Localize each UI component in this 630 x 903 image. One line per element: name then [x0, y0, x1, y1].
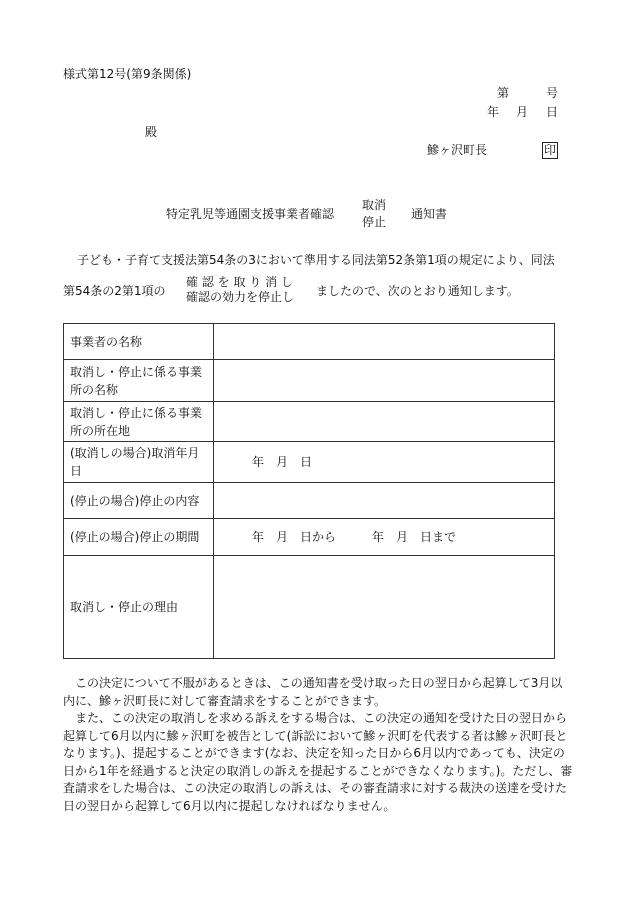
table-row [64, 402, 555, 442]
document-number-suffix: 号 [546, 86, 559, 100]
appeal-notice-paragraph-2: また、この決定の取消しを求める訴えをする場合は、この決定の通知を受けた日の翌日から起算して6月以内に鰺ヶ沢町を被告として(訴訟において鰺ヶ沢町を代表する者は鰺ヶ沢町長となります。)、提起することができます(なお、決定を知った日から6月以内であっても、決定の日から1年を経過すると決定の取消しの訴えを提起することができなくなります。)。ただし、審査請求をした場合は、この決定の取消しの訴えは、その審査請求に対する裁決の送達を受けた日の翌日から起算して6月以内に提起しなければなりません。 [63, 711, 573, 813]
intro-line-1: 子ども・子育て支援法第54条の3において準用する同法第52条第1項の規定により、同法 [77, 253, 555, 267]
notice-table [63, 323, 555, 659]
row-label-suspension-content: (停止の場合)停止の内容 [64, 483, 214, 519]
table-row [64, 556, 555, 659]
row-value-reason [214, 556, 555, 659]
title-option-suspend: 停止 [362, 215, 387, 229]
appeal-notice-paragraph-1: この決定について不服があるときは、この通知書を受け取った日の翌日から起算して3月以内に、鰺ヶ沢町長に対して審査請求をすることができます。 [63, 676, 563, 708]
date-year: 年 [487, 105, 500, 119]
row-label-facility-address: 取消し・停止に係る事業所の所在地 [64, 402, 214, 442]
row-label-business-name: 事業者の名称 [64, 324, 214, 360]
table-row [64, 360, 555, 402]
issuer-name: 鰺ヶ沢町長 [427, 143, 488, 157]
appeal-notice [63, 675, 573, 815]
row-label-reason: 取消し・停止の理由 [64, 556, 214, 659]
title-suffix: 通知書 [411, 207, 448, 221]
row-value-suspension-content [214, 483, 555, 519]
intro-option-cancel: 確 認 を 取 り 消 し [186, 275, 293, 289]
table-row [64, 442, 555, 483]
document-number-label: 第 [497, 86, 510, 100]
form-number: 様式第12号(第9条関係) [63, 67, 192, 81]
row-value-facility-address [214, 402, 555, 442]
row-value-facility-name [214, 360, 555, 402]
row-label-cancel-date: (取消しの場合)取消年月日 [64, 442, 214, 483]
table-row [64, 483, 555, 519]
table-row [64, 324, 555, 360]
addressee-honorific: 殿 [145, 125, 158, 139]
row-value-cancel-date: 年 月 日 [214, 442, 555, 483]
intro-line-2-prefix: 第54条の2第1項の [63, 284, 166, 298]
date-month: 月 [516, 105, 529, 119]
row-label-facility-name: 取消し・停止に係る事業所の名称 [64, 360, 214, 402]
date-day: 日 [546, 105, 559, 119]
row-value-business-name [214, 324, 555, 360]
seal-mark: 印 [544, 143, 557, 157]
row-label-suspension-period: (停止の場合)停止の期間 [64, 519, 214, 556]
intro-option-suspend: 確認の効力を停止し [186, 290, 295, 304]
title-option-cancel: 取消 [362, 198, 387, 212]
row-value-suspension-period: 年 月 日から 年 月 日まで [214, 519, 555, 556]
table-row [64, 519, 555, 556]
title-prefix: 特定乳児等通園支援事業者確認 [166, 207, 335, 221]
intro-line-2-suffix: ましたので、次のとおり通知します。 [316, 284, 519, 298]
